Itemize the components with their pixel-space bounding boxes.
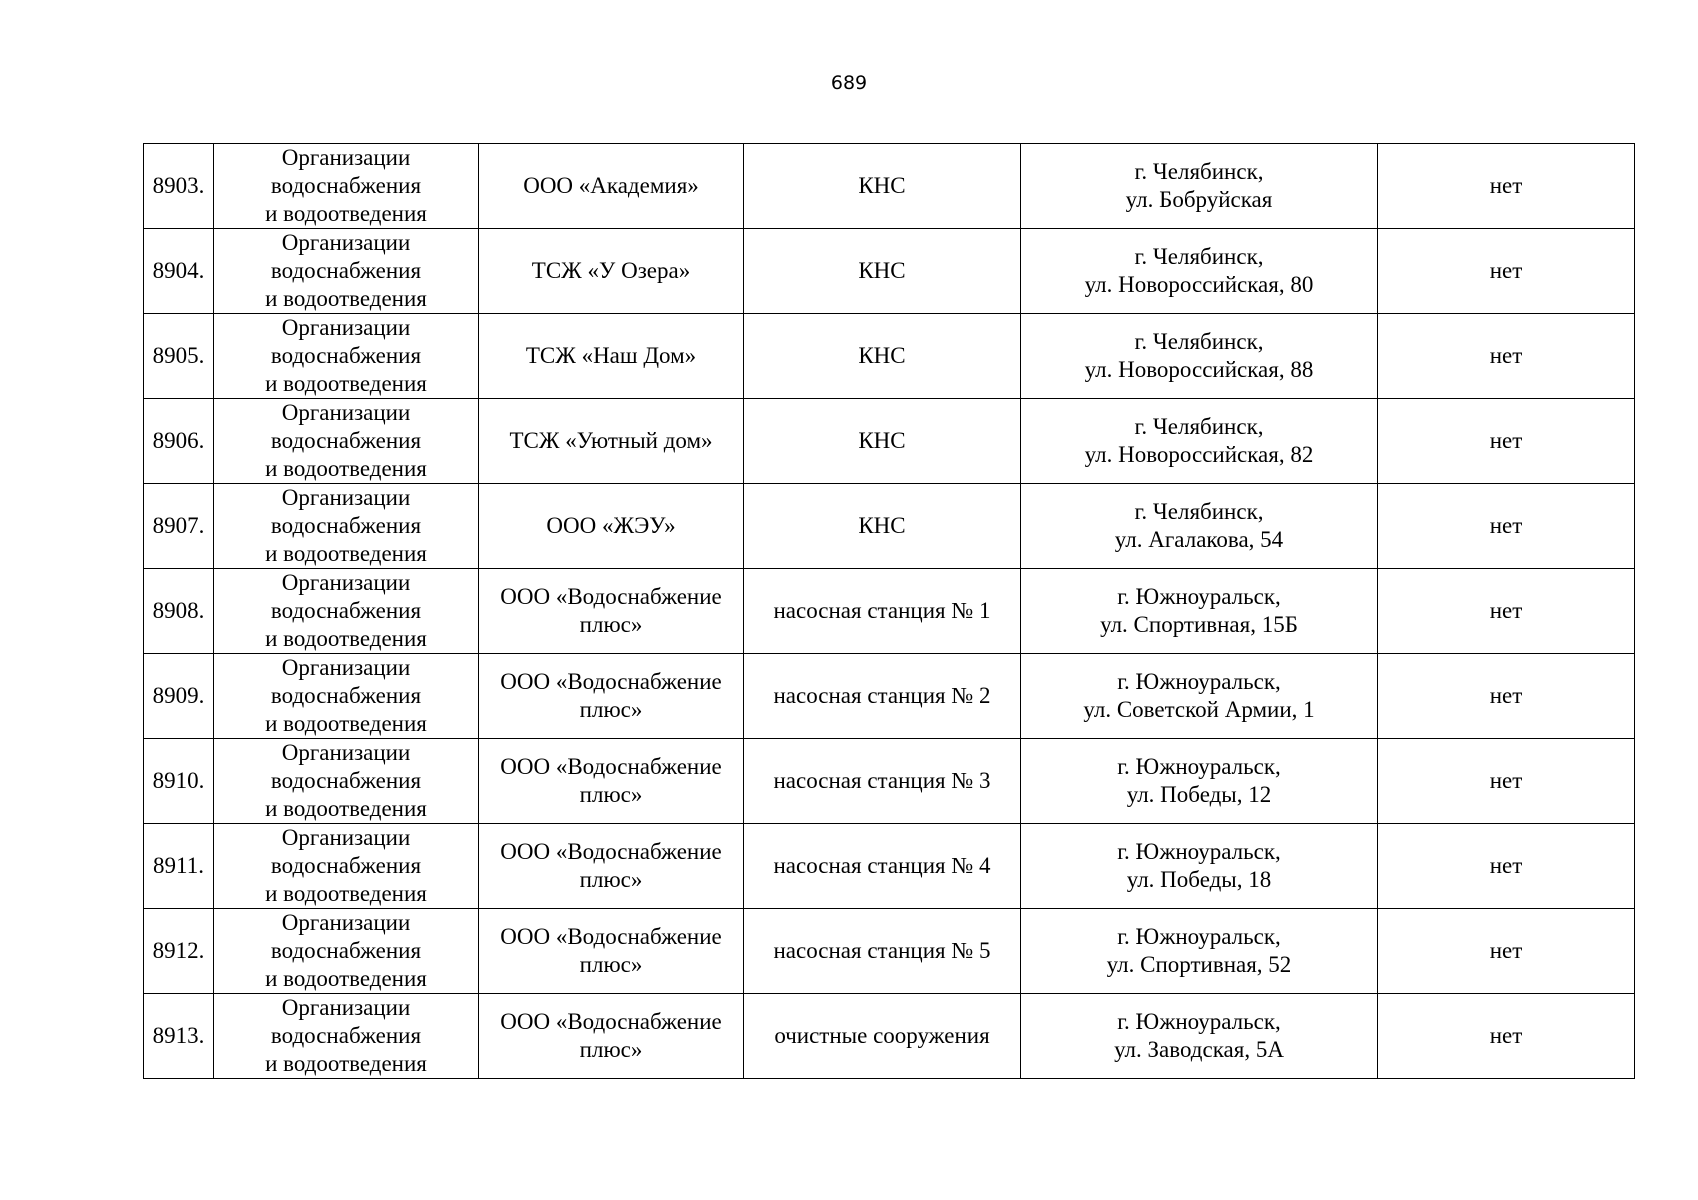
row-number: 8904. (152, 258, 205, 283)
address-line: ул. Заводская, 5А (1114, 1037, 1284, 1062)
address-cell (1021, 229, 1378, 314)
table-row (144, 144, 1635, 229)
category-cell (214, 229, 479, 314)
row-number: 8910. (152, 768, 205, 793)
address-line: г. Южноуральск, (1117, 584, 1281, 609)
flag-cell (1378, 399, 1635, 484)
organization-cell (479, 824, 744, 909)
table-row (144, 229, 1635, 314)
organization-line: ТСЖ «У Озера» (531, 258, 691, 283)
flag-cell (1378, 909, 1635, 994)
organization-line: ТСЖ «Наш Дом» (525, 343, 697, 368)
organization-cell (479, 399, 744, 484)
flag-value: нет (1489, 513, 1523, 538)
flag-cell (1378, 229, 1635, 314)
category-line: Организации (281, 315, 411, 340)
flag-cell (1378, 569, 1635, 654)
row-number: 8911. (153, 853, 204, 878)
row-number-cell (144, 824, 214, 909)
category-line: Организации (281, 655, 411, 680)
object-name: насосная станция № 2 (773, 683, 991, 708)
category-line: водоснабжения (270, 853, 422, 878)
address-line: г. Южноуральск, (1117, 754, 1281, 779)
category-cell (214, 739, 479, 824)
address-line: г. Челябинск, (1134, 159, 1264, 184)
organization-cell (479, 909, 744, 994)
table-row (144, 739, 1635, 824)
organization-line: ООО «Водоснабжение (500, 839, 722, 864)
object-cell (744, 399, 1021, 484)
address-line: г. Челябинск, (1134, 414, 1264, 439)
category-line: водоснабжения (270, 428, 422, 453)
organization-line: ООО «Водоснабжение (500, 1009, 722, 1034)
flag-value: нет (1489, 598, 1523, 623)
object-cell (744, 229, 1021, 314)
object-cell (744, 994, 1021, 1079)
category-line: Организации (281, 570, 411, 595)
category-line: водоснабжения (270, 343, 422, 368)
organization-cell (479, 654, 744, 739)
category-line: водоснабжения (270, 258, 422, 283)
flag-value: нет (1489, 428, 1523, 453)
object-cell (744, 824, 1021, 909)
object-cell (744, 654, 1021, 739)
row-number: 8913. (152, 1023, 205, 1048)
address-line: ул. Новороссийская, 82 (1084, 442, 1314, 467)
organization-line: плюс» (579, 612, 643, 637)
organization-cell (479, 229, 744, 314)
category-line: водоснабжения (270, 768, 422, 793)
flag-value: нет (1489, 173, 1523, 198)
object-name: КНС (858, 173, 906, 198)
row-number-cell (144, 739, 214, 824)
address-cell (1021, 484, 1378, 569)
row-number-cell (144, 399, 214, 484)
category-cell (214, 484, 479, 569)
row-number: 8906. (152, 428, 205, 453)
organization-line: ООО «Водоснабжение (500, 754, 722, 779)
row-number-cell (144, 144, 214, 229)
address-line: ул. Спортивная, 15Б (1100, 612, 1298, 637)
table-row (144, 824, 1635, 909)
flag-cell (1378, 739, 1635, 824)
category-line: и водоотведения (265, 796, 427, 821)
category-line: Организации (281, 825, 411, 850)
address-cell (1021, 314, 1378, 399)
address-line: ул. Агалакова, 54 (1114, 527, 1284, 552)
flag-value: нет (1489, 343, 1523, 368)
category-cell (214, 824, 479, 909)
category-line: и водоотведения (265, 711, 427, 736)
row-number-cell (144, 994, 214, 1079)
category-line: водоснабжения (270, 683, 422, 708)
organization-cell (479, 569, 744, 654)
row-number-cell (144, 654, 214, 739)
address-line: г. Южноуральск, (1117, 1009, 1281, 1034)
category-line: и водоотведения (265, 966, 427, 991)
flag-value: нет (1489, 938, 1523, 963)
flag-value: нет (1489, 683, 1523, 708)
object-name: насосная станция № 1 (773, 598, 991, 623)
table-body (144, 144, 1635, 1079)
category-cell (214, 654, 479, 739)
object-name: КНС (858, 513, 906, 538)
address-line: ул. Победы, 12 (1126, 782, 1272, 807)
organization-line: плюс» (579, 952, 643, 977)
object-cell (744, 739, 1021, 824)
address-line: ул. Спортивная, 52 (1106, 952, 1292, 977)
object-name: КНС (858, 258, 906, 283)
address-line: ул. Новороссийская, 80 (1084, 272, 1314, 297)
category-line: водоснабжения (270, 173, 422, 198)
address-cell (1021, 824, 1378, 909)
object-name: КНС (858, 343, 906, 368)
organization-line: плюс» (579, 697, 643, 722)
address-line: ул. Победы, 18 (1126, 867, 1272, 892)
organization-line: плюс» (579, 867, 643, 892)
category-line: и водоотведения (265, 881, 427, 906)
object-cell (744, 314, 1021, 399)
row-number-cell (144, 229, 214, 314)
category-line: и водоотведения (265, 201, 427, 226)
flag-value: нет (1489, 1023, 1523, 1048)
object-name: насосная станция № 4 (773, 853, 991, 878)
address-line: г. Южноуральск, (1117, 669, 1281, 694)
category-line: и водоотведения (265, 371, 427, 396)
object-name: очистные сооружения (774, 1023, 990, 1048)
row-number-cell (144, 569, 214, 654)
flag-value: нет (1489, 768, 1523, 793)
object-name: КНС (858, 428, 906, 453)
address-cell (1021, 654, 1378, 739)
organization-cell (479, 314, 744, 399)
page-number: 689 (830, 72, 868, 94)
object-cell (744, 484, 1021, 569)
row-number-cell (144, 909, 214, 994)
category-line: Организации (281, 400, 411, 425)
category-line: и водоотведения (265, 626, 427, 651)
flag-cell (1378, 824, 1635, 909)
category-cell (214, 144, 479, 229)
organization-line: ООО «Водоснабжение (500, 584, 722, 609)
object-name: насосная станция № 5 (773, 938, 991, 963)
category-cell (214, 314, 479, 399)
category-cell (214, 569, 479, 654)
table-row (144, 569, 1635, 654)
row-number: 8907. (152, 513, 205, 538)
flag-cell (1378, 994, 1635, 1079)
organization-line: ООО «Водоснабжение (500, 669, 722, 694)
category-cell (214, 399, 479, 484)
category-line: Организации (281, 910, 411, 935)
address-line: ул. Советской Армии, 1 (1083, 697, 1315, 722)
address-line: г. Челябинск, (1134, 499, 1264, 524)
flag-cell (1378, 314, 1635, 399)
address-cell (1021, 569, 1378, 654)
address-cell (1021, 739, 1378, 824)
row-number-cell (144, 484, 214, 569)
table-row (144, 484, 1635, 569)
address-line: г. Челябинск, (1134, 244, 1264, 269)
flag-value: нет (1489, 258, 1523, 283)
row-number-cell (144, 314, 214, 399)
address-cell (1021, 994, 1378, 1079)
category-line: Организации (281, 740, 411, 765)
category-line: и водоотведения (265, 1051, 427, 1076)
table-row (144, 314, 1635, 399)
organization-line: ТСЖ «Уютный дом» (509, 428, 713, 453)
organization-cell (479, 739, 744, 824)
category-line: Организации (281, 230, 411, 255)
address-line: г. Челябинск, (1134, 329, 1264, 354)
category-cell (214, 909, 479, 994)
flag-value: нет (1489, 853, 1523, 878)
address-cell (1021, 909, 1378, 994)
object-name: насосная станция № 3 (773, 768, 991, 793)
row-number: 8905. (152, 343, 205, 368)
address-line: г. Южноуральск, (1117, 839, 1281, 864)
address-line: ул. Бобруйская (1125, 187, 1273, 212)
flag-cell (1378, 654, 1635, 739)
table-row (144, 909, 1635, 994)
organization-line: ООО «Водоснабжение (500, 924, 722, 949)
organization-cell (479, 994, 744, 1079)
address-line: ул. Новороссийская, 88 (1084, 357, 1314, 382)
object-cell (744, 569, 1021, 654)
organization-cell (479, 144, 744, 229)
organization-line: ООО «Академия» (523, 173, 699, 198)
flag-cell (1378, 484, 1635, 569)
row-number: 8908. (152, 598, 205, 623)
address-cell (1021, 399, 1378, 484)
table-row (144, 399, 1635, 484)
category-cell (214, 994, 479, 1079)
object-cell (744, 909, 1021, 994)
table-row (144, 994, 1635, 1079)
category-line: водоснабжения (270, 513, 422, 538)
row-number: 8903. (152, 173, 205, 198)
category-line: водоснабжения (270, 938, 422, 963)
category-line: Организации (281, 145, 411, 170)
registry-table (143, 143, 1635, 1079)
category-line: и водоотведения (265, 541, 427, 566)
category-line: водоснабжения (270, 1023, 422, 1048)
category-line: и водоотведения (265, 286, 427, 311)
organization-cell (479, 484, 744, 569)
row-number: 8909. (152, 683, 205, 708)
category-line: Организации (281, 995, 411, 1020)
table-row (144, 654, 1635, 739)
row-number: 8912. (152, 938, 205, 963)
category-line: водоснабжения (270, 598, 422, 623)
organization-line: ООО «ЖЭУ» (546, 513, 676, 538)
category-line: Организации (281, 485, 411, 510)
flag-cell (1378, 144, 1635, 229)
organization-line: плюс» (579, 1037, 643, 1062)
category-line: и водоотведения (265, 456, 427, 481)
address-cell (1021, 144, 1378, 229)
object-cell (744, 144, 1021, 229)
address-line: г. Южноуральск, (1117, 924, 1281, 949)
organization-line: плюс» (579, 782, 643, 807)
